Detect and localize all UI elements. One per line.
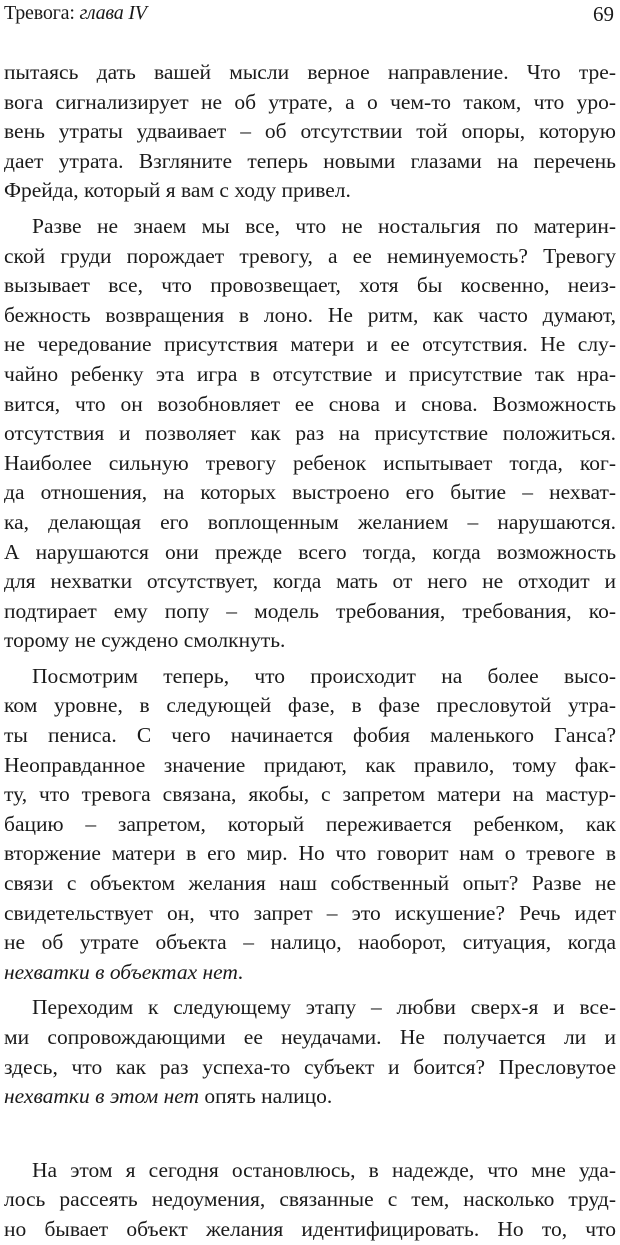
text-line: Наиболее сильную тревогу ребенок испытывает тогда, ког- bbox=[4, 450, 616, 475]
text-line: вога сигнализирует не об утрате, а о чем-то таком, что уро- bbox=[4, 89, 616, 114]
paragraph-3 bbox=[4, 662, 616, 988]
text-fragment: опять налицо. bbox=[199, 1084, 333, 1109]
text-line: пытаясь дать вашей мысли верное направление. Что тре- bbox=[4, 60, 616, 84]
text-line: Посмотрим теперь, что происходит на более высо- bbox=[32, 663, 616, 688]
body-text bbox=[4, 58, 616, 1245]
text-line bbox=[4, 1082, 616, 1112]
text-line: подтирает ему попу – модель требования, требования, ко- bbox=[4, 598, 616, 623]
text-line: ты пениса. С чего начинается фобия маленького Ганса? bbox=[4, 723, 616, 748]
page-number: 69 bbox=[593, 2, 614, 26]
text-line: ка, делающая его воплощенным желанием – нарушаются. bbox=[4, 509, 616, 534]
text-line: Разве не знаем мы все, что не ностальгия по материн- bbox=[32, 213, 616, 238]
text-line: Неоправданное значение придают, как правило, тому фак- bbox=[4, 752, 616, 777]
paragraph-2 bbox=[4, 212, 616, 656]
text-line: не об утрате объекта – налицо, наоборот, ситуация, когда bbox=[4, 930, 616, 955]
italic-phrase: нехватки в объектах нет. bbox=[4, 959, 244, 984]
text-line: отсутствия и позволяет как раз на присутствие положиться. bbox=[4, 421, 616, 446]
page-header bbox=[4, 2, 614, 32]
text-line: торому не суждено смолкнуть. bbox=[4, 628, 286, 653]
text-line: На этом я сегодня остановлюсь, в надежде, что мне уда- bbox=[32, 1157, 616, 1182]
text-line: ской груди порождает тревогу, а ее неминуемость? Тревогу bbox=[4, 243, 616, 268]
text-line: да отношения, на которых выстроено его бытие – нехват- bbox=[4, 480, 616, 505]
text-line: но бывает объект желания идентифицировать. Но то, что bbox=[4, 1216, 616, 1241]
text-line: ту, что тревога связана, якобы, с запретом матери на мастур- bbox=[4, 782, 616, 807]
running-head bbox=[4, 2, 147, 25]
text-line: связи с объектом желания наш собственный опыт? Разве не bbox=[4, 871, 616, 896]
text-line: вится, что он возобновляет ее снова и снова. Возможность bbox=[4, 391, 616, 416]
text-line: вторжение матери в его мир. Но что говорит нам о тревоге в bbox=[4, 841, 616, 866]
text-line: лось рассеять недоумения, связанные с тем, насколько труд- bbox=[4, 1187, 616, 1212]
paragraph-5 bbox=[4, 1156, 616, 1245]
paragraph-1 bbox=[4, 58, 616, 206]
text-line: бежность возвращения в лоно. Не ритм, как часто думают, bbox=[4, 302, 616, 327]
text-line: Фрейда, который я вам с ходу привел. bbox=[4, 178, 351, 203]
text-line: не чередование присутствия матери и ее отсутствия. Не слу- bbox=[4, 332, 616, 357]
text-line: здесь, что как раз успеха-то субъект и боится? Пресловутое bbox=[4, 1054, 616, 1079]
text-line: свидетельствует он, что запрет – это искушение? Речь идет bbox=[4, 900, 616, 925]
text-line: вень утраты удваивает – об отсутствии той опоры, которую bbox=[4, 119, 616, 144]
running-head-chapter-title: Тревога: bbox=[4, 2, 80, 24]
text-line: бацию – запретом, который переживается ребенком, как bbox=[4, 811, 616, 836]
text-line: А нарушаются они прежде всего тогда, когда возможность bbox=[4, 539, 616, 564]
text-line: Переходим к следующему этапу – любви сверх-я и все- bbox=[32, 995, 616, 1020]
text-line: ми сопровождающими ее неудачами. Не получается ли и bbox=[4, 1025, 616, 1049]
text-line: дает утрата. Взгляните теперь новыми глазами на перечень bbox=[4, 148, 616, 173]
italic-phrase: нехватки в этом нет bbox=[4, 1084, 200, 1109]
text-line: вызывает все, что провозвещает, хотя бы косвенно, неиз- bbox=[4, 273, 616, 298]
text-line: ком уровне, в следующей фазе, в фазе пресловутой утра- bbox=[4, 693, 616, 718]
running-head-chapter-number: глава IV bbox=[79, 2, 147, 24]
text-line: для нехватки отсутствует, когда мать от него не отходит и bbox=[4, 569, 616, 594]
text-line-italic bbox=[4, 958, 616, 988]
text-line: чайно ребенку эта игра в отсутствие и присутствие так нра- bbox=[4, 361, 616, 386]
paragraph-4 bbox=[4, 993, 616, 1111]
